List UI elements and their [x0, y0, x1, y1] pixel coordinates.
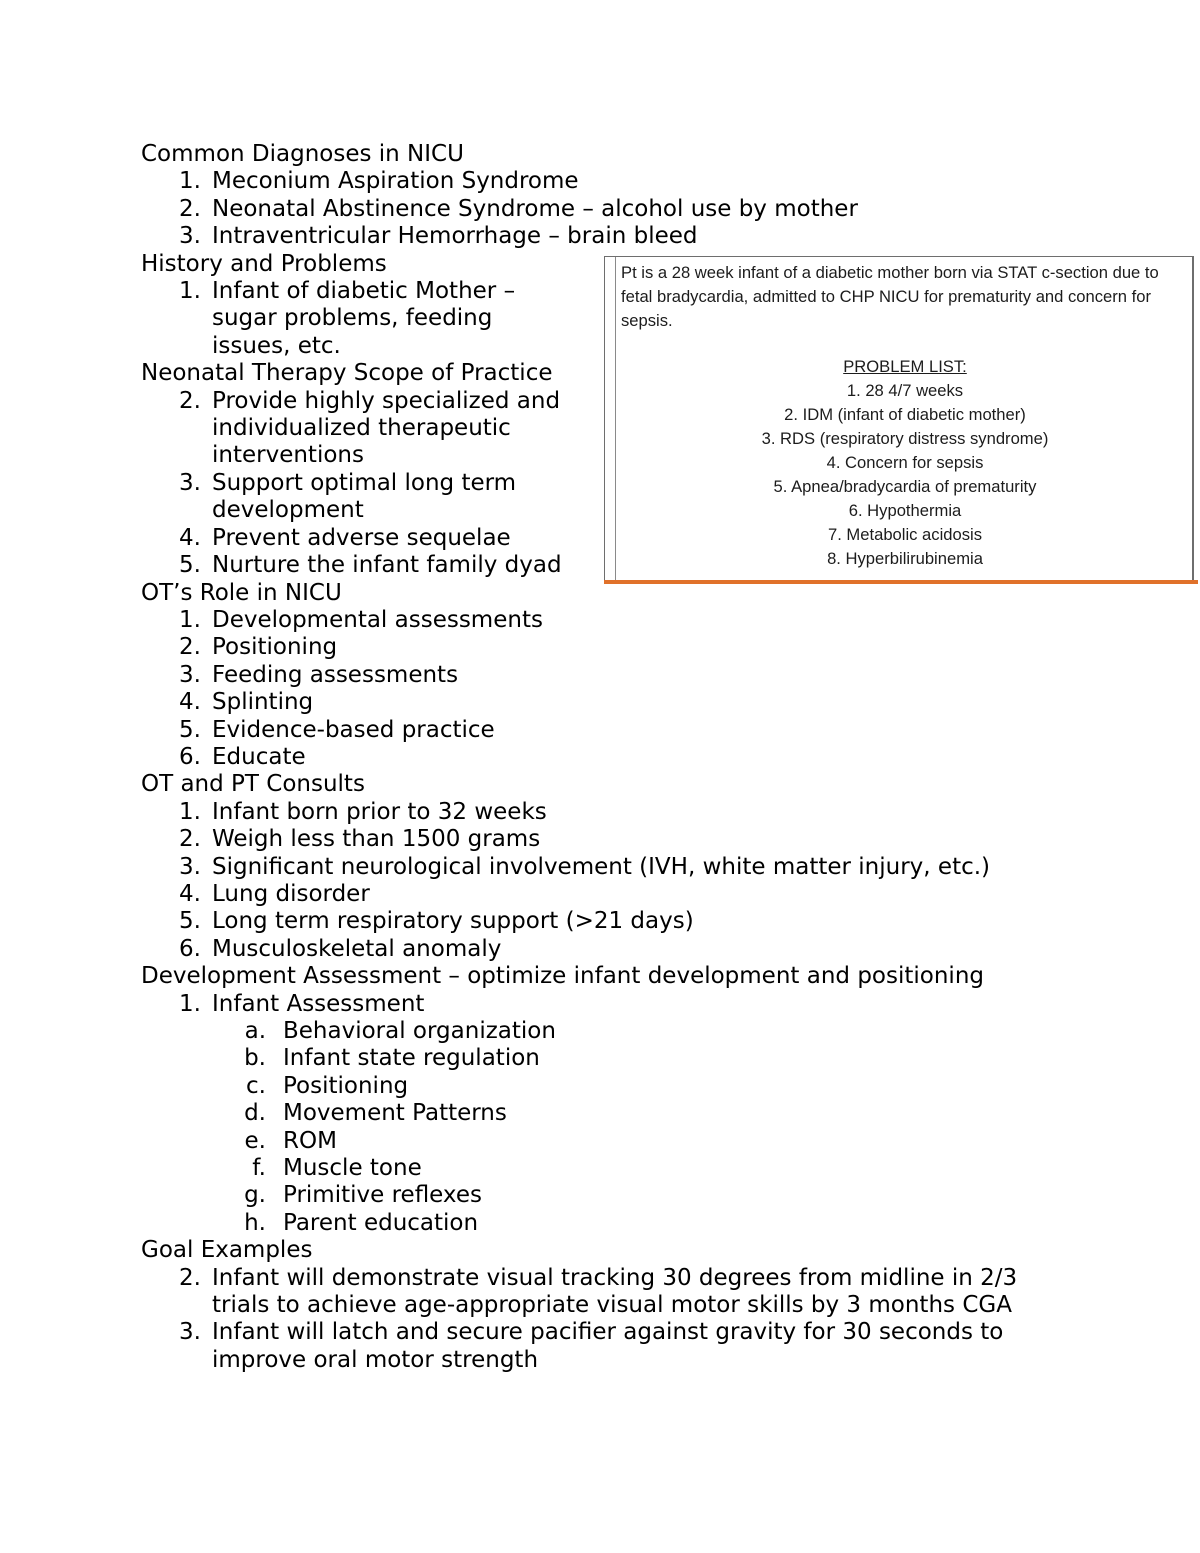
list-number: 1. [179, 278, 201, 305]
list-item [141, 1319, 1042, 1374]
section-heading-history: History and Problems [141, 250, 387, 277]
common-diagnoses-list [141, 168, 1141, 250]
section-heading-goals: Goal Examples [141, 1237, 313, 1264]
list-item-text: Intraventricular Hemorrhage – brain bleed [212, 223, 698, 250]
list-item [141, 881, 1141, 908]
list-number: 3. [179, 661, 201, 688]
sublist-letter: c. [246, 1072, 266, 1099]
consults-list [141, 799, 1141, 963]
list-item-text: Splinting [212, 689, 314, 716]
list-item [141, 991, 1141, 1018]
list-number: 4. [179, 880, 201, 907]
problem-item: 2. IDM (infant of diabetic mother) [784, 405, 1026, 424]
sublist-letter: e. [244, 1127, 266, 1154]
list-item-text: Prevent adverse sequelae [212, 524, 511, 551]
list-item-text: Long term respiratory support (>21 days) [212, 908, 694, 935]
sublist-item [141, 1018, 1141, 1045]
list-item [141, 1265, 1042, 1320]
sublist-item [141, 1045, 1141, 1072]
list-item [141, 826, 1141, 853]
sublist-item [141, 1073, 1141, 1100]
goals-list [141, 1265, 1141, 1375]
problem-item: 7. Metabolic acidosis [827, 525, 983, 544]
list-item-text: Educate [212, 743, 306, 770]
list-item [141, 662, 1141, 689]
list-number: 3. [179, 469, 201, 496]
list-item [141, 470, 572, 525]
section-heading-scope: Neonatal Therapy Scope of Practice [141, 360, 553, 387]
list-item [141, 689, 1141, 716]
sublist-item-text: Primitive reflexes [283, 1182, 482, 1209]
list-item [141, 634, 1141, 661]
sublist-item-text: Muscle tone [283, 1155, 422, 1182]
list-number: 5. [179, 908, 201, 935]
list-item [141, 607, 1141, 634]
list-number: 4. [179, 524, 201, 551]
problem-list-title: PROBLEM LIST: [843, 357, 967, 376]
list-item [141, 936, 1141, 963]
case-box-bottom-rule [604, 580, 1198, 584]
list-item [141, 168, 1141, 195]
list-number: 2. [179, 387, 201, 414]
list-item [141, 908, 1141, 935]
problem-list [619, 355, 1191, 571]
sublist-item [141, 1210, 1141, 1237]
sublist-letter: f. [252, 1155, 266, 1182]
list-item [141, 854, 1141, 881]
section-heading-common-diagnoses: Common Diagnoses in NICU [141, 141, 464, 167]
sublist-letter: a. [244, 1018, 266, 1044]
sublist-letter: g. [244, 1182, 266, 1209]
list-number: 1. [179, 606, 201, 633]
sublist-item [141, 1100, 1141, 1127]
sublist-letter: d. [244, 1100, 266, 1127]
ot-role-list [141, 607, 1141, 771]
section-heading-ot-role: OT’s Role in NICU [141, 579, 342, 606]
sublist-item [141, 1182, 1141, 1209]
list-item [141, 196, 1141, 223]
list-number: 1. [179, 990, 201, 1017]
list-number: 3. [179, 1319, 201, 1346]
list-item-text: Feeding assessments [212, 661, 459, 688]
list-item-text: Provide highly specialized and individualized therapeutic interventions [212, 387, 561, 469]
list-item [141, 717, 1141, 744]
list-item-text: Infant will demonstrate visual tracking 30 degrees from midline in 2/3 trials to achieve age-appropriate visual motor skills by 3 months CGA [212, 1264, 1018, 1319]
sublist-item [141, 1128, 1141, 1155]
problem-item: 6. Hypothermia [848, 501, 962, 520]
list-item-text: Meconium Aspiration Syndrome [212, 168, 579, 195]
list-item-text: Support optimal long term development [212, 469, 517, 524]
list-number: 6. [179, 743, 201, 770]
list-item [141, 388, 572, 470]
sublist-item [141, 1155, 1141, 1182]
case-summary-image [604, 256, 1194, 580]
list-number: 5. [179, 552, 201, 579]
list-item-text: Positioning [212, 634, 338, 661]
list-item-text: Lung disorder [212, 880, 370, 907]
list-item-text: Infant of diabetic Mother – sugar problems, feeding issues, etc. [212, 278, 516, 359]
list-item-text: Nurture the infant family dyad [212, 552, 562, 579]
list-item [141, 278, 557, 360]
list-number: 6. [179, 935, 201, 962]
list-item-text: Significant neurological involvement (IVH, white matter injury, etc.) [212, 853, 991, 880]
sublist-item-text: Infant state regulation [283, 1045, 540, 1072]
sublist-item-text: ROM [283, 1127, 337, 1154]
problem-item: 3. RDS (respiratory distress syndrome) [761, 429, 1049, 448]
list-item-text: Weigh less than 1500 grams [212, 826, 541, 853]
sublist-letter: h. [244, 1209, 266, 1236]
section-heading-dev-assessment: Development Assessment – optimize infant development and positioning [141, 963, 984, 990]
sublist-item-text: Parent education [283, 1209, 479, 1236]
list-item-text: Musculoskeletal anomaly [212, 935, 502, 962]
list-number: 5. [179, 716, 201, 743]
case-summary-text: Pt is a 28 week infant of a diabetic mother born via STAT c-section due to fetal bradycardia, admitted to CHP NICU for prematurity and concern for sepsis. [621, 263, 1159, 330]
list-number: 3. [179, 223, 201, 250]
problem-item: 8. Hyperbilirubinemia [827, 549, 983, 568]
section-heading-consults: OT and PT Consults [141, 771, 365, 798]
list-number: 4. [179, 689, 201, 716]
list-item-text: Developmental assessments [212, 606, 543, 633]
list-number: 1. [179, 798, 201, 825]
list-item-text: Evidence-based practice [212, 716, 495, 743]
problem-item: 5. Apnea/bradycardia of prematurity [773, 477, 1037, 496]
list-item [141, 744, 1141, 771]
sublist-letter: b. [244, 1045, 266, 1072]
list-item [141, 799, 1141, 826]
sublist-item-text: Positioning [283, 1072, 409, 1099]
problem-item: 4. Concern for sepsis [826, 453, 984, 472]
list-number: 2. [179, 634, 201, 661]
list-item-text: Infant will latch and secure pacifier against gravity for 30 seconds to improve oral motor strength [212, 1319, 1004, 1373]
list-item-text: Infant Assessment [212, 990, 425, 1017]
list-number: 1. [179, 168, 201, 195]
list-number: 2. [179, 1264, 201, 1291]
list-number: 2. [179, 195, 201, 222]
sublist-item-text: Movement Patterns [283, 1100, 507, 1127]
dev-assessment-list [141, 991, 1141, 1018]
list-item [141, 223, 1141, 250]
sublist-item-text: Behavioral organization [283, 1018, 556, 1044]
list-number: 3. [179, 853, 201, 880]
list-item-text: Infant born prior to 32 weeks [212, 798, 547, 825]
problem-item: 1. 28 4/7 weeks [846, 381, 964, 400]
infant-assessment-sublist [141, 1018, 1141, 1237]
list-item-text: Neonatal Abstinence Syndrome – alcohol use by mother [212, 195, 858, 222]
list-number: 2. [179, 826, 201, 853]
